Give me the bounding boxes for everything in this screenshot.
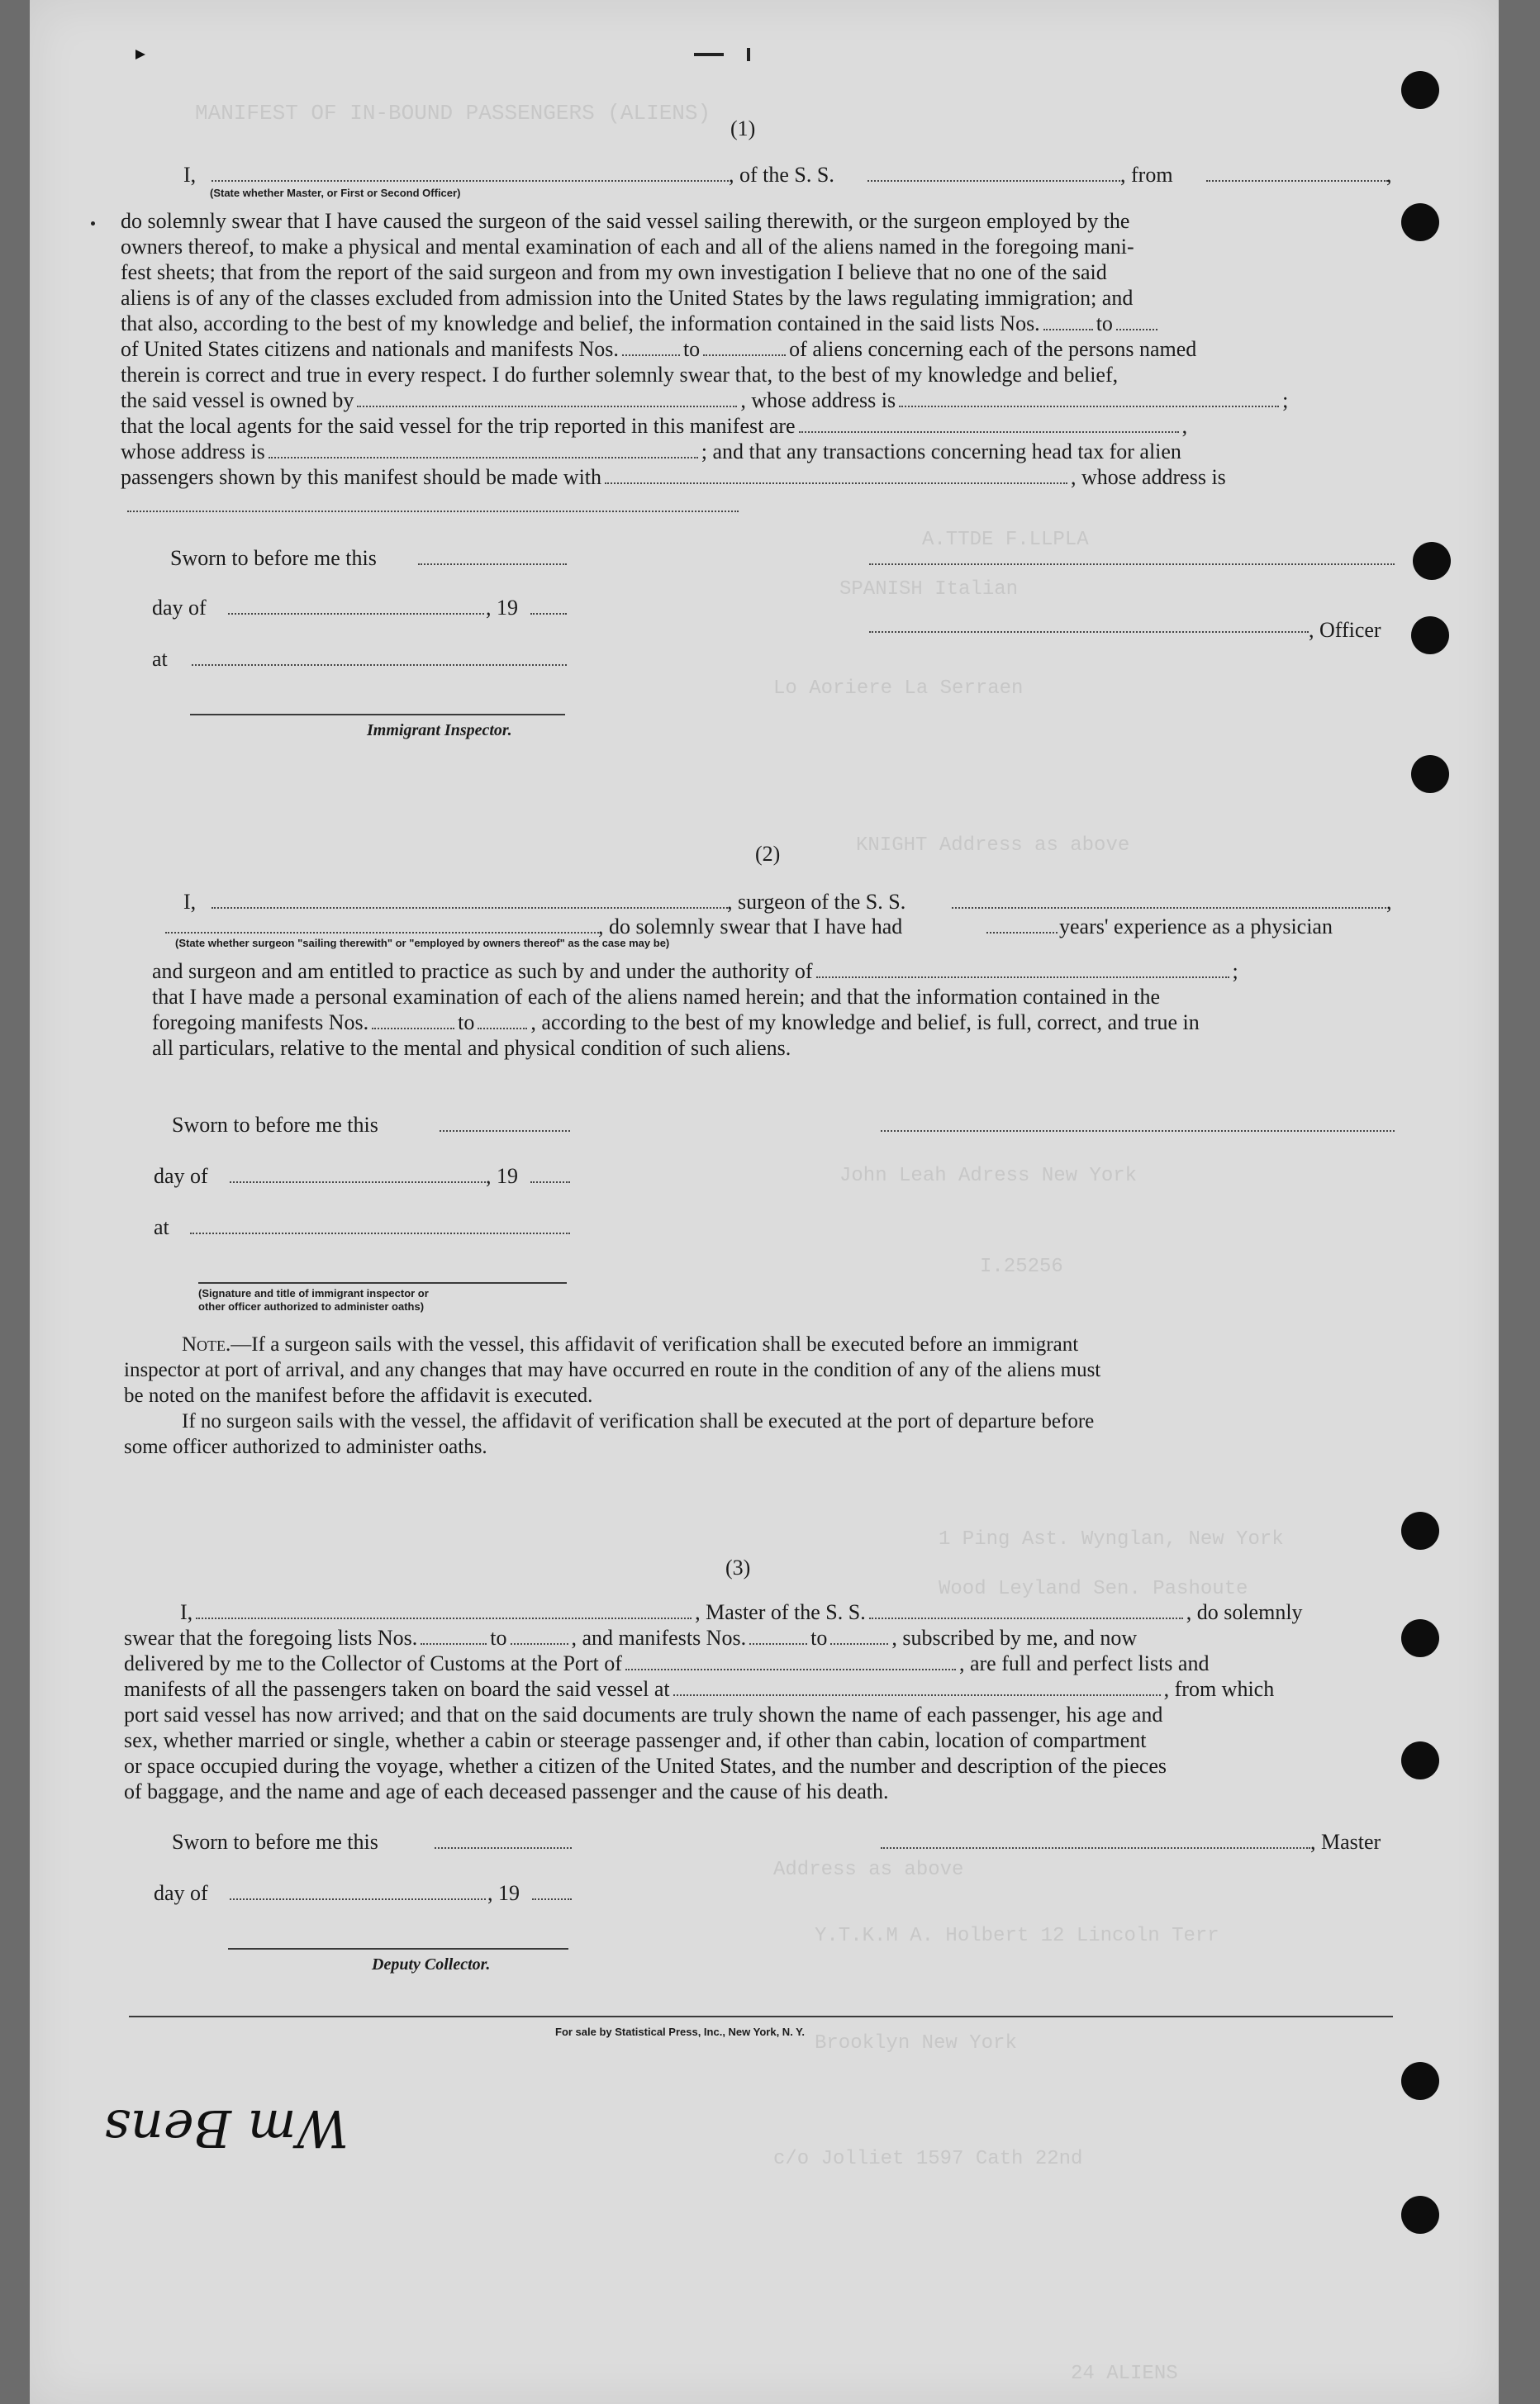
agents-address-field[interactable] bbox=[269, 454, 698, 458]
section2-signer-note-1: (Signature and title of immigrant inspector or bbox=[198, 1287, 429, 1299]
authority-field[interactable] bbox=[816, 973, 1229, 978]
section3-master-signature-field[interactable] bbox=[881, 1844, 1310, 1849]
lists-to-field[interactable] bbox=[1116, 325, 1157, 330]
section2-signer-note-2: other officer authorized to administer oaths) bbox=[198, 1300, 425, 1313]
owner-field[interactable] bbox=[357, 402, 737, 407]
footer-rule bbox=[129, 2016, 1393, 2017]
section2-surgeon: , surgeon of the S. S. bbox=[727, 890, 906, 914]
punch-hole-icon bbox=[1413, 542, 1451, 580]
punch-hole-icon bbox=[1401, 2196, 1439, 2234]
section1-sworn-field[interactable] bbox=[418, 560, 567, 565]
section1-year-field[interactable] bbox=[530, 610, 567, 615]
master-name-field[interactable] bbox=[196, 1614, 692, 1619]
section2-year-field[interactable] bbox=[530, 1178, 570, 1183]
section1-officer: , Officer bbox=[1309, 618, 1381, 642]
section1-sworn: Sworn to before me this bbox=[170, 546, 377, 570]
section1-signature-field[interactable] bbox=[869, 560, 1395, 565]
section3-year-field[interactable] bbox=[532, 1895, 572, 1900]
embark-port-field[interactable] bbox=[673, 1691, 1161, 1696]
section3-lists-from-field[interactable] bbox=[421, 1640, 487, 1645]
punch-hole-icon bbox=[1401, 1741, 1439, 1779]
handwritten-signature-mark: Wm Bens bbox=[104, 2098, 349, 2159]
punch-hole-icon bbox=[1401, 1619, 1439, 1657]
section1-day-of: day of bbox=[152, 596, 207, 620]
section2-day-field[interactable] bbox=[230, 1178, 486, 1183]
section3-day-of: day of bbox=[154, 1881, 208, 1905]
section2-signature-field[interactable] bbox=[881, 1127, 1395, 1132]
section3-manifests-from-field[interactable] bbox=[749, 1640, 807, 1645]
section1-year: , 19 bbox=[486, 596, 518, 620]
section1-day-field[interactable] bbox=[228, 610, 484, 615]
section1-inspector-line bbox=[190, 714, 565, 715]
years-experience-field[interactable] bbox=[986, 929, 1058, 934]
section2-years: years' experience as a physician bbox=[1059, 915, 1333, 938]
section1-officer-field[interactable] bbox=[869, 628, 1309, 633]
punch-hole-icon bbox=[1401, 1512, 1439, 1550]
manifest-back-page: MANIFEST OF IN-BOUND PASSENGERS (ALIENS) A.TTDE F.LLPLA SPANISH Italian Lo Aoriere La Serraen KNIGHT Address as above John Leah Adress New York I.25256 1 Ping Ast. Wynglan, New York Wood Leyland Sen. Pashoute Address as above Y.T.K.M A. Holbert 12 Lincoln Terr Brooklyn New York c/o Jolliet 1597 Cath 22nd 24 ALIENS (1) I, , of the S. S. , from , (State whether Master, or First or Second Officer) do solemnly swear that I have caused the surgeon of the said vessel sailing therewith, or the surgeon employed by the owners thereof, to make a physical and mental examination of each and all of the aliens named in the foregoing mani- fest sheets; that from the report of the said surgeon and from my own investigation I believe that no one of the said aliens is of any of the classes excluded from admission into the United States by the laws regulating immigration; and that also, according to the best of my knowledge and belief, the information contained in the said lists Nos. to of United States citizens and nationals and manifests Nos. to of aliens concerning each of the persons named therein is correct and true in every respect. I do further solemnly swear that, to the best of my knowledge and belief, the said vessel is owned by , whose address is ; that the local agents for the said vessel for the trip reported in this manifest are , whose address is ; and that any transactions concerning head tax for alien passengers shown by this manifest should be made with , whose address is Sworn to before me this day of , 19 at Immigrant Inspector. , Officer (2) I, , surgeon of the S. S. , , do solemnly swear that I have had years' experience as a physician (State whether surgeon "sailing therewith" or "employed by owners thereof" as the case may be) and surgeon and am entitled to practice as such by and under the authority of ; that I have made a personal examination of each of the aliens named herein; and that the information contained in the foregoing manifests Nos. to , according to the best of my knowledge and belief, is full, correct, and true in all particulars, relative to the mental and physical condition of such aliens. Sworn to before me this day of , 19 at (Signature and title of immigrant inspector or other officer authorized to administer oaths) Note.—If a surgeon sails with the vessel, this affidavit of verification shall be executed before an immigrant inspector at port of arrival, and any changes that may have occurred en route in the condition of any of the aliens must be noted on the manifest before the affidavit is executed. If no surgeon sails with the vessel, the affidavit of verification shall be executed at the port of departure before some officer authorized to administer oaths. (3) I, , Master of the S. S. , do solemnly swear that the foregoing lists Nos. to , and manifests Nos. to , subscribed by me, and now delivered by me to the Collector of Customs at the Port of , are full and perfect lists and manifests of all the passengers taken on board the said vessel at , from which port said vessel has now arrived; and that on the said documents are truly shown the name of each passenger, his age and sex, whether married or single, whether a cabin or steerage passenger and, if other than cabin, location of compartment or space occupied during the voyage, whether a citizen of the United States, and the number and description of the pieces of baggage, and the name and age of each deceased passenger and the cause of his death. Sworn to before me this , Master day of , 19 Deputy Collector. For sale by Statistical Press, Inc., New York, N. Y. Wm Bens bbox=[30, 0, 1499, 2404]
surgeon-name-field[interactable] bbox=[212, 904, 730, 909]
section3-sworn-field[interactable] bbox=[435, 1844, 572, 1849]
manifests-to-field[interactable] bbox=[703, 351, 786, 356]
section2-manifests-to-field[interactable] bbox=[478, 1024, 527, 1029]
section2-year: , 19 bbox=[486, 1164, 518, 1188]
head-tax-contact-field[interactable] bbox=[605, 479, 1067, 484]
section1-oath: do solemnly swear that I have caused the surgeon of the said vessel sailing therewith, or the surgeon employed by the owners thereof, to make a physical and mental examination of each and all of the aliens named in the foregoing mani- fest sheets; that from the report of the said surgeon and from my own investigation I believe that no one of the said aliens is of any of the classes excluded from admission into the United States by the laws regulating immigration; and that also, according to the best of my knowledge and belief, the information contained in the said lists Nos. to of United States citizens and nationals and manifests Nos. to of aliens concerning each of the persons named therein is correct and true in every respect. I do further solemnly swear that, to the best of my knowledge and belief, the said vessel is owned by , whose address is ; that the local agents for the said vessel for the trip reported in this manifest are , whose address is ; and that any transactions concerning head tax for alien passengers shown by this manifest should be made with , whose address is bbox=[121, 209, 1289, 489]
manifests-from-field[interactable] bbox=[622, 351, 680, 356]
section3-collector-line bbox=[228, 1948, 568, 1950]
ship-name-field[interactable] bbox=[867, 177, 1124, 182]
scan-mark-icon bbox=[747, 48, 750, 61]
punch-hole-icon bbox=[1401, 2062, 1439, 2100]
surgeon-type-field[interactable] bbox=[165, 929, 601, 934]
port-from-field[interactable] bbox=[1206, 177, 1388, 182]
section3-signer: Deputy Collector. bbox=[372, 1955, 491, 1974]
section2-sworn-field[interactable] bbox=[440, 1127, 570, 1132]
section3-master: , Master bbox=[1310, 1830, 1381, 1854]
head-tax-address-field[interactable] bbox=[127, 507, 739, 512]
owner-address-field[interactable] bbox=[899, 402, 1279, 407]
section3-oath: I, , Master of the S. S. , do solemnly swear that the foregoing lists Nos. to , and manifests Nos. to , subscribed by me, and now delivered by me to the Collector of Customs at the Port of , are full and perfect lists and manifests of all the passengers taken on board the said vessel at , from which port said vessel has now arrived; and that on the said documents are truly shown the name of each passenger, his age and sex, whether married or single, whether a cabin or steerage passenger and, if other than cabin, location of compartment or space occupied during the voyage, whether a citizen of the United States, and the number and description of the pieces of baggage, and the name and age of each deceased passenger and the cause of his death. bbox=[124, 1600, 1303, 1803]
section2-number: (2) bbox=[755, 842, 781, 866]
section3-number: (3) bbox=[725, 1556, 751, 1580]
section3-manifests-to-field[interactable] bbox=[830, 1640, 888, 1645]
surgeon-ship-field[interactable] bbox=[952, 904, 1390, 909]
section1-signer: Immigrant Inspector. bbox=[367, 721, 512, 739]
section1-at-field[interactable] bbox=[192, 661, 567, 666]
section1-of-ss: , of the S. S. bbox=[729, 163, 834, 187]
scan-mark-icon bbox=[135, 50, 145, 59]
scan-mark-icon bbox=[694, 53, 724, 56]
punch-hole-icon bbox=[1401, 71, 1439, 109]
local-agents-field[interactable] bbox=[799, 428, 1179, 433]
section3-day-field[interactable] bbox=[230, 1895, 486, 1900]
verification-note: Note.—If a surgeon sails with the vessel, this affidavit of verification shall be executed before an immigrant inspector at port of arrival, and any changes that may have occurred en route in the condition of any of the aliens must be noted on the manifest before the affidavit is executed. If no surgeon sails with the vessel, the affidavit of verification shall be executed at the port of departure before some officer authorized to administer oaths. bbox=[124, 1333, 1101, 1458]
officer-name-field[interactable] bbox=[212, 177, 732, 182]
section2-day-of: day of bbox=[154, 1164, 208, 1188]
section2-i: I, bbox=[183, 890, 197, 914]
section1-i: I, bbox=[183, 163, 197, 187]
section2-inspector-line bbox=[198, 1282, 567, 1284]
section1-from: , from bbox=[1120, 163, 1173, 187]
section2-solemnly: , do solemnly swear that I have had bbox=[598, 915, 903, 938]
section3-year: , 19 bbox=[487, 1881, 520, 1905]
section3-lists-to-field[interactable] bbox=[511, 1640, 568, 1645]
punch-hole-icon bbox=[1411, 755, 1449, 793]
punch-hole-icon bbox=[1411, 616, 1449, 654]
section3-sworn: Sworn to before me this bbox=[172, 1830, 378, 1854]
section1-number: (1) bbox=[730, 116, 756, 140]
surgeon-note: (State whether surgeon "sailing therewith" or "employed by owners thereof" as the case may be) bbox=[175, 937, 670, 949]
section2-at-field[interactable] bbox=[190, 1229, 570, 1234]
publisher-line: For sale by Statistical Press, Inc., New York, N. Y. bbox=[555, 2026, 806, 2038]
section2-at: at bbox=[154, 1215, 169, 1239]
section2-oath: and surgeon and am entitled to practice as such by and under the authority of ; that I have made a personal examination of each of the aliens named herein; and that the information contained in the foregoing manifests Nos. to , according to the best of my knowledge and belief, is full, correct, and true in all particulars, relative to the mental and physical condition of such aliens. bbox=[152, 959, 1238, 1060]
officer-note: (State whether Master, or First or Second Officer) bbox=[210, 187, 461, 199]
section2-manifests-from-field[interactable] bbox=[372, 1024, 454, 1029]
section2-sworn: Sworn to before me this bbox=[172, 1113, 378, 1137]
lists-from-field[interactable] bbox=[1043, 325, 1093, 330]
section1-at: at bbox=[152, 647, 168, 671]
scan-mark-icon bbox=[91, 221, 95, 226]
customs-port-field[interactable] bbox=[625, 1665, 956, 1670]
section3-ship-field[interactable] bbox=[869, 1614, 1183, 1619]
punch-hole-icon bbox=[1401, 203, 1439, 241]
